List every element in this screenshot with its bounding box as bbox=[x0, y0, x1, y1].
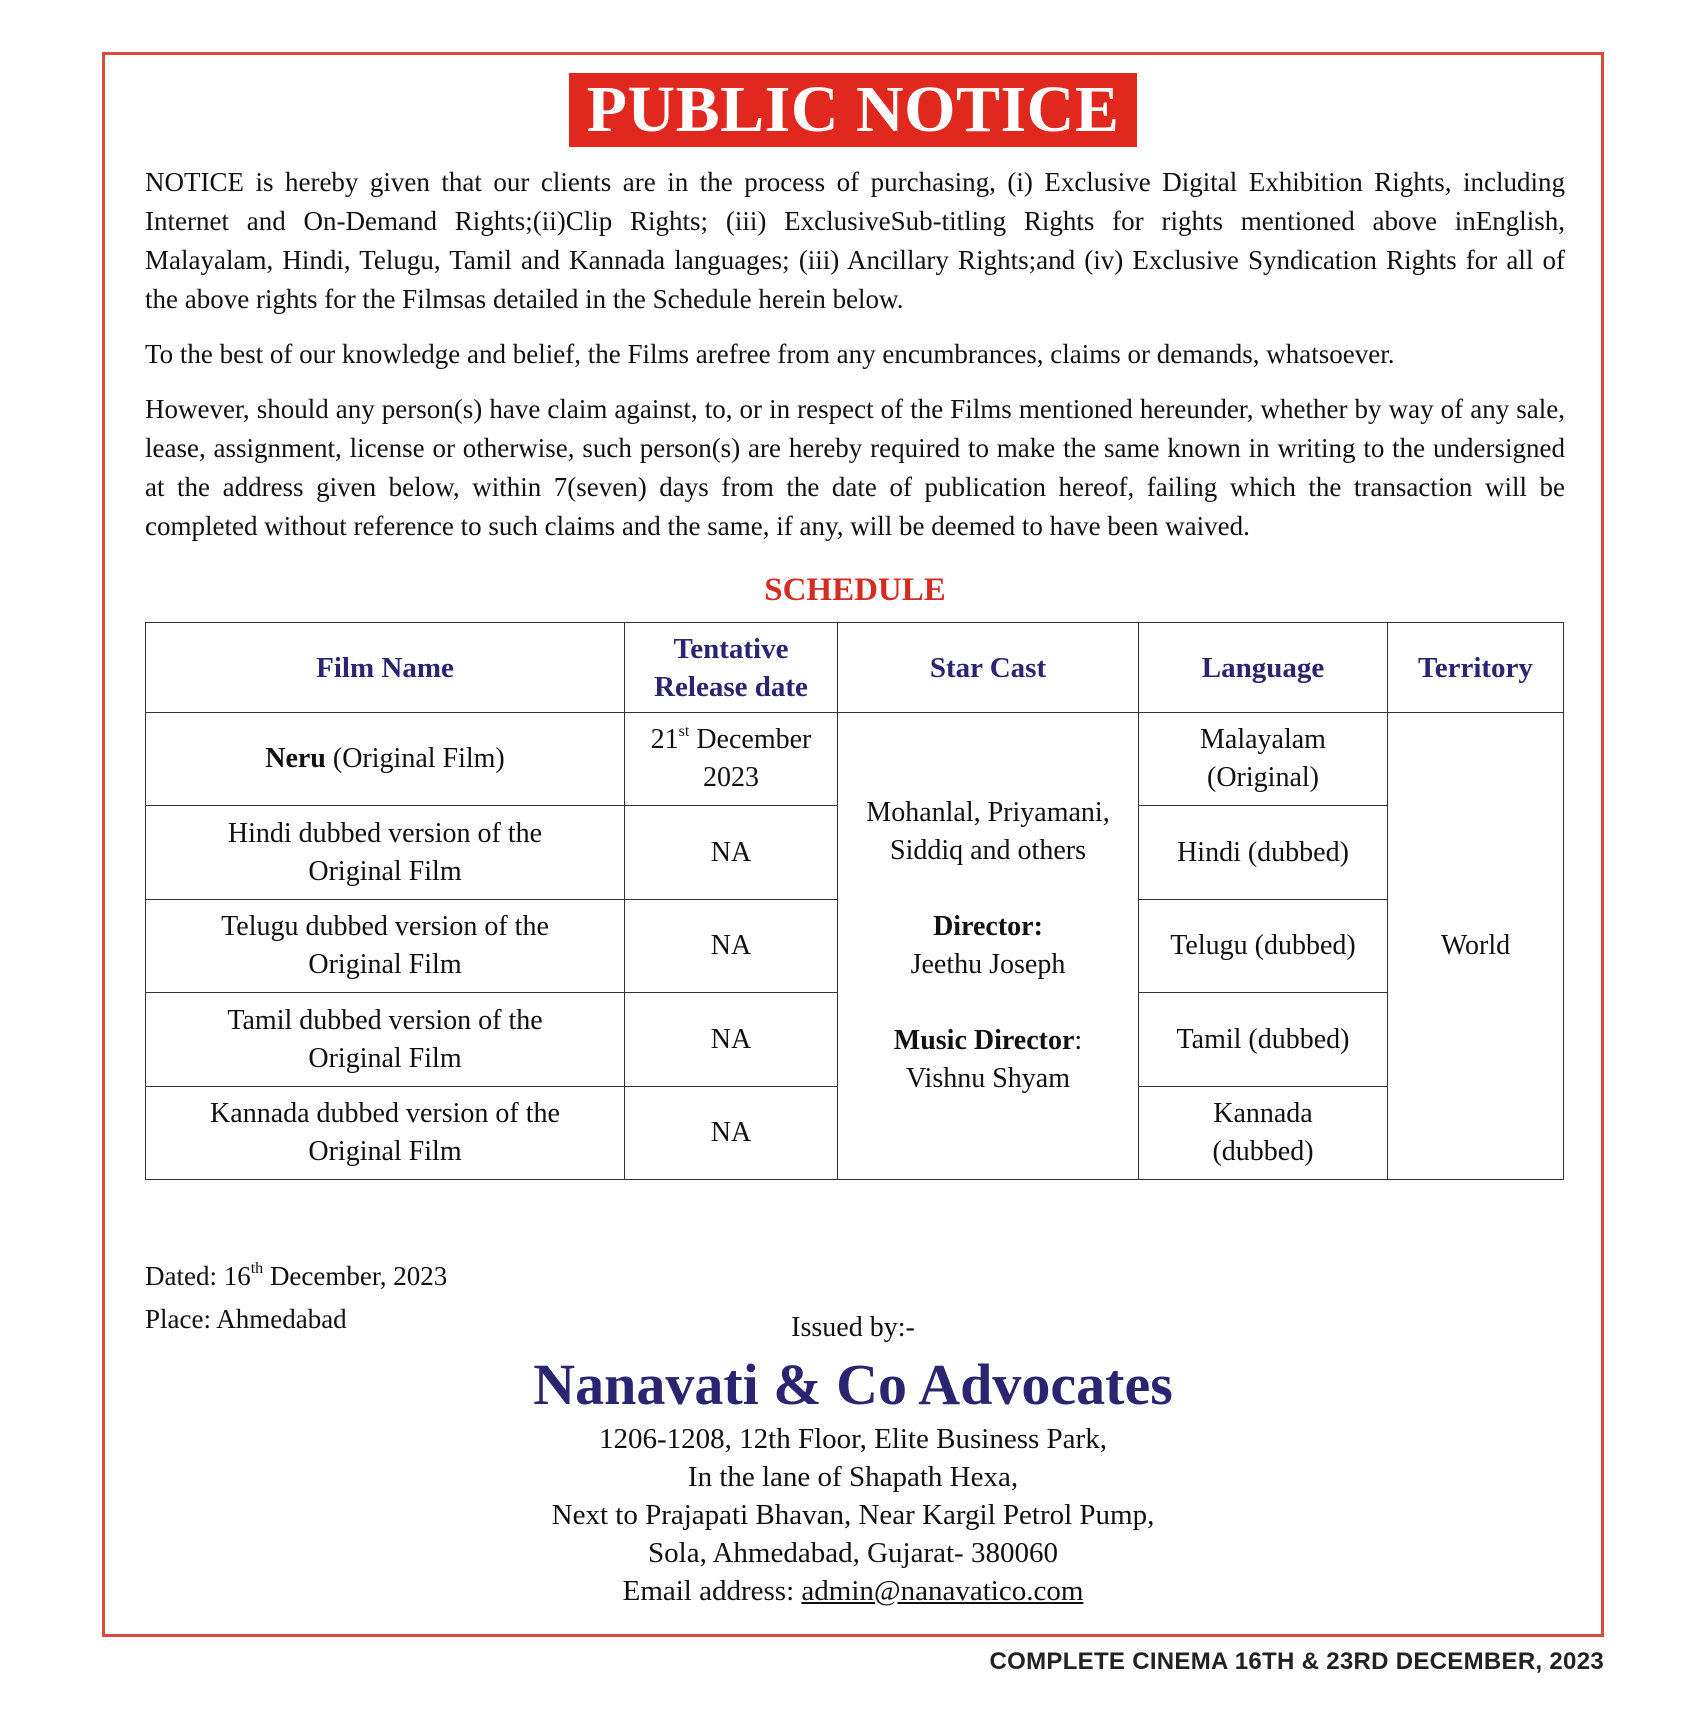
notice-paragraph-3: However, should any person(s) have claim against, to, or in respect of the Films mentioned hereunder, whether by way of any sale, lease, assignment, license or otherwise, such person(s) are hereby required to make the same known in writing to the undersigned at the address given below, within 7(seven) days from the date of publication hereof, failing which the transaction will be completed without reference to such claims and the same, if any, will be deemed to have been waived. bbox=[145, 394, 1565, 541]
release-date-cell: NA bbox=[625, 1087, 838, 1180]
firm-name: Nanavati & Co Advocates bbox=[533, 1352, 1173, 1417]
release-date-cell bbox=[625, 713, 838, 806]
schedule-title: SCHEDULE bbox=[764, 572, 946, 608]
publication-strip: COMPLETE CINEMA 16TH & 23RD DECEMBER, 2023 bbox=[989, 1648, 1604, 1675]
film-name-cell: Telugu dubbed version of the Original Film bbox=[146, 900, 625, 993]
header-release-line2: Release date bbox=[654, 670, 808, 703]
director-label: Director: bbox=[933, 911, 1043, 942]
release-date-cell: NA bbox=[625, 806, 838, 900]
release-date-cell: NA bbox=[625, 900, 838, 993]
header-release-line1: Tentative bbox=[673, 632, 789, 665]
release-day-suffix: st bbox=[678, 723, 690, 740]
header-film-name: Film Name bbox=[146, 623, 625, 713]
email-line bbox=[105, 1572, 1601, 1610]
dated-line: Dated: 16th December, 2023 bbox=[145, 1260, 448, 1291]
territory-cell: World bbox=[1388, 713, 1564, 1180]
music-director-label: Music Director: bbox=[893, 1025, 1083, 1056]
language-cell: Kannada (dubbed) bbox=[1139, 1087, 1388, 1180]
film-name-cell bbox=[146, 713, 625, 806]
schedule-table bbox=[145, 622, 1564, 1180]
language-cell bbox=[1139, 713, 1388, 806]
language-line1: Malayalam bbox=[1200, 724, 1326, 755]
film-name-cell: Kannada dubbed version of the Original Film bbox=[146, 1087, 625, 1180]
notice-paragraph-2: To the best of our knowledge and belief, the Films arefree from any encumbrances, claims or demands, whatsoever. bbox=[145, 339, 1395, 369]
public-notice-title: PUBLIC NOTICE bbox=[569, 73, 1138, 147]
language-cell: Telugu (dubbed) bbox=[1139, 900, 1388, 993]
notice-paragraph-1: NOTICE is hereby given that our clients are in the process of purchasing, (i) Exclusive Digital Exhibition Rights, including Internet and On-Demand Rights;(ii)Clip Rights; (iii) ExclusiveSub-titling Rights for rights mentioned above inEnglish, Malayalam, Hindi, Telugu, Tamil and Kannada languages; (iii) Ancillary Rights;and (iv) Exclusive Syndication Rights for all of the above rights for the Filmsas detailed in the Schedule herein below. bbox=[145, 167, 1565, 314]
notice-frame bbox=[102, 52, 1604, 1637]
language-line2: (Original) bbox=[1207, 762, 1319, 793]
issuer-block bbox=[105, 1310, 1601, 1610]
address-line-2: In the lane of Shapath Hexa, bbox=[687, 1461, 1019, 1493]
header-release-date bbox=[625, 623, 838, 713]
release-date-cell: NA bbox=[625, 993, 838, 1087]
film-title-rest: (Original Film) bbox=[325, 743, 505, 774]
star-cast-cell bbox=[838, 713, 1139, 1180]
release-year: 2023 bbox=[703, 762, 759, 793]
header-star-cast: Star Cast bbox=[838, 623, 1139, 713]
table-header-row bbox=[146, 623, 1564, 713]
cast-line-1: Mohanlal, Priyamani, bbox=[866, 797, 1110, 828]
director-name: Jeethu Joseph bbox=[910, 949, 1066, 980]
film-title-bold: Neru bbox=[265, 743, 326, 774]
language-cell: Tamil (dubbed) bbox=[1139, 993, 1388, 1087]
address-line-1: 1206-1208, 12th Floor, Elite Business Park, bbox=[599, 1423, 1107, 1455]
notice-body bbox=[145, 163, 1565, 1180]
email-link[interactable]: admin@nanavatico.com bbox=[801, 1575, 1084, 1607]
cast-line-2: Siddiq and others bbox=[890, 835, 1086, 866]
music-director-name: Vishnu Shyam bbox=[906, 1063, 1070, 1094]
address-line-4: Sola, Ahmedabad, Gujarat- 380060 bbox=[648, 1537, 1058, 1569]
table-row bbox=[146, 713, 1564, 806]
language-cell: Hindi (dubbed) bbox=[1139, 806, 1388, 900]
release-month: December bbox=[689, 724, 812, 755]
release-day: 21 bbox=[650, 724, 679, 755]
email-label: Email address: bbox=[622, 1575, 802, 1607]
film-name-cell: Tamil dubbed version of the Original Film bbox=[146, 993, 625, 1087]
address-line-3: Next to Prajapati Bhavan, Near Kargil Petrol Pump, bbox=[551, 1499, 1155, 1531]
issued-by-label: Issued by:- bbox=[791, 1312, 915, 1343]
header-language: Language bbox=[1139, 623, 1388, 713]
title-wrap bbox=[105, 73, 1601, 147]
place-line: Place: Ahmedabad bbox=[145, 1304, 347, 1334]
header-territory: Territory bbox=[1388, 623, 1564, 713]
film-name-cell: Hindi dubbed version of the Original Film bbox=[146, 806, 625, 900]
